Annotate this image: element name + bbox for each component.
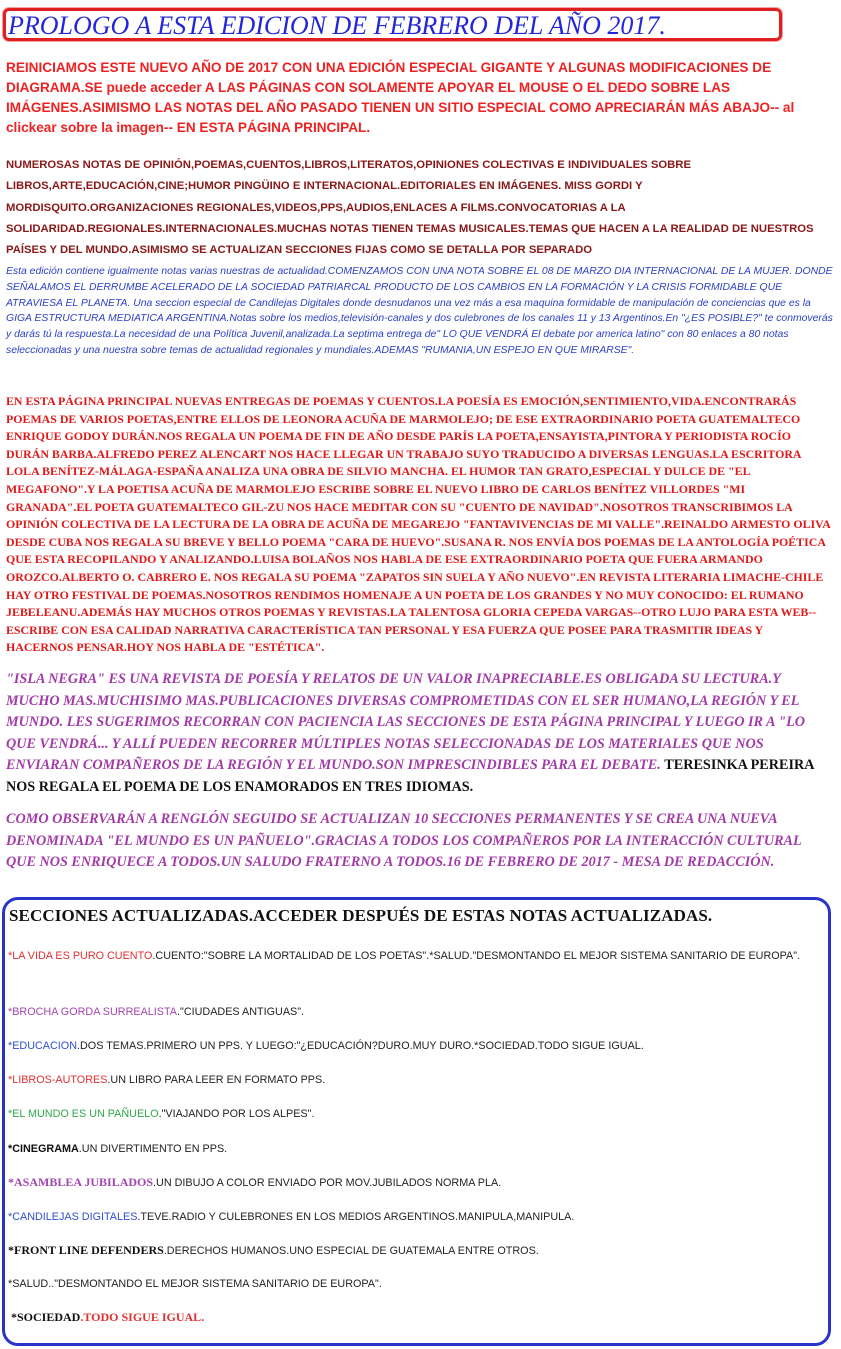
section-link-libros-autores[interactable]: *LIBROS-AUTORES — [8, 1074, 108, 1086]
section-item-asamblea-jubilados[interactable] — [8, 1172, 813, 1193]
section-link-brocha-gorda-surrealista[interactable]: *BROCHA GORDA SURREALISTA — [8, 1006, 177, 1018]
section-item-libros-autores[interactable] — [8, 1070, 813, 1090]
sections-heading: SECCIONES ACTUALIZADAS.ACCEDER DESPUÉS DE ESTAS NOTAS ACTUALIZADAS. — [9, 906, 713, 925]
section-desc: .TEVE.RADIO Y CULEBRONES EN LOS MEDIOS ARGENTINOS.MANIPULA,MANIPULA. — [137, 1211, 575, 1223]
section-link-educacion[interactable]: *EDUCACION — [8, 1040, 77, 1052]
section-link-sociedad[interactable]: *SOCIEDAD — [8, 1310, 81, 1324]
section-desc: *SALUD.."DESMONTANDO EL MEJOR SISTEMA SANITARIO DE EUROPA". — [8, 1278, 382, 1290]
intro-paragraph: REINICIAMOS ESTE NUEVO AÑO DE 2017 CON UNA EDICIÓN ESPECIAL GIGANTE Y ALGUNAS MODIFICACIONES DE DIAGRAMA.SE puede acceder A LAS PÁGINAS CON SOLAMENTE APOYAR EL MOUSE O EL DEDO SOBRE LAS IMÁGENES.ASIMISMO LAS NOTAS DEL AÑO PASADO TIENEN UN SITIO ESPECIAL COMO APRECIARÁN MÁS ABAJO-- al clickear sobre la imagen-- EN ESTA PÁGINA PRINCIPAL. — [6, 60, 795, 135]
section-desc: .CUENTO:"SOBRE LA MORTALIDAD DE LOS POETAS".*SALUD."DESMONTANDO EL MEJOR SISTEMA SANITARIO DE EUROPA". — [152, 950, 801, 962]
section-desc: .TODO SIGUE IGUAL. — [80, 1310, 205, 1324]
section-item-brocha-gorda-surrealista[interactable] — [8, 1002, 813, 1022]
section-item-candilejas-digitales[interactable] — [8, 1207, 813, 1227]
section-link-candilejas-digitales[interactable]: *CANDILEJAS DIGITALES — [8, 1211, 138, 1223]
section-item-educacion[interactable] — [8, 1036, 813, 1056]
section-link-la-vida-es-puro-cuento[interactable]: *LA VIDA ES PURO CUENTO — [8, 950, 153, 962]
poems-paragraph: EN ESTA PÁGINA PRINCIPAL NUEVAS ENTREGAS DE POEMAS Y CUENTOS.LA POESÍA ES EMOCIÓN,SENTIMIENTO,VIDA.ENCONTRARÁS POEMAS DE VARIOS POETAS,ENTRE ELLOS DE LEONORA ACUÑA DE MARMOLEJO; DE ESE EXTRAORDINARIO POETA GUATEMALTECO ENRIQUE GODOY DURÁN.NOS REGALA UN POEMA DE FIN DE AÑO DESDE PARÍS LA POETA,ENSAYISTA,PINTORA Y PERIODISTA ROCÍO DURÁN BARBA.ALFREDO PEREZ ALENCART NOS HACE LLEGAR UN TRABAJO SUYO TRADUCIDO A DIVERSAS LENGUAS.LA ESCRITORA LOLA BENÍTEZ-MÁLAGA-ESPAÑA ANALIZA UNA OBRA DE SILVIO MANCHA. EL HUMOR TAN GRATO,ESPECIAL Y DULCE DE "EL MEGAFONO".Y LA POETISA ACUÑA DE MARMOLEJO ESCRIBE SOBRE EL NUEVO LIBRO DE CARLOS BENÍTEZ VILLORDES "MI GRANADA".EL POETA GUATEMALTECO GIL-ZU NOS HACE MEDITAR CON SU "CUENTO DE NAVIDAD".NOSOTROS TRANSCRIBIMOS LA OPINIÓN COLECTIVA DE LA LECTURA DE LA OBRA DE ACUÑA DE MEGAREJO "FANTAVIVENCIAS DE MI VALLE".REINALDO ARMESTO OLIVA DESDE CUBA NOS REGALA SU BREVE Y BELLO POEMA "CARA DE HUEVO".SUSANA R. NOS ENVÍA DOS POEMAS DE LA ANTOLOGÍA POÉTICA QUE ESTA RECOPILANDO Y ANALIZANDO.LUISA BOLAÑOS NOS HABLA DE ESE EXTRAORDINARIO POETA QUE FUERA ARMANDO OROZCO.ALBERTO O. CABRERO E. NOS REGALA SU POEMA "ZAPATOS SIN SUELA Y AÑO NUEVO".EN REVISTA LITERARIA LIMACHE-CHILE HAY OTRO FESTIVAL DE POEMAS.NOSOTROS RENDIMOS HOMENAJE A UN POETA DE LOS GRANDES Y NO MUY CONOCIDO: EL RUMANO JEBELEANU.ADEMÁS HAY MUCHOS OTROS POEMAS Y REVISTAS.LA TALENTOSA GLORIA CEPEDA VARGAS--OTRO LUJO PARA ESTA WEB-- ESCRIBE CON ESA CALIDAD NARRATIVA CARACTERÍSTICA TAN PERSONAL Y ESA FUERZA QUE POSEE PARA TRASMITIR IDEAS Y HACERNOS PENSAR.HOY NOS HABLA DE "ESTÉTICA". — [6, 394, 831, 655]
section-desc: ."VIAJANDO POR LOS ALPES". — [158, 1108, 315, 1120]
isla-negra-paragraph — [6, 669, 833, 798]
contents-paragraph: NUMEROSAS NOTAS DE OPINIÓN,POEMAS,CUENTOS,LIBROS,LITERATOS,OPINIONES COLECTIVAS E INDIVIDUALES SOBRE LIBROS,ARTE,EDUCACIÓN,CINE;HUMOR PINGÜINO E INTERNACIONAL.EDITORIALES EN IMÁGENES. MISS GORDI Y MORDISQUITO.ORGANIZACIONES REGIONALES,VIDEOS,PPS,AUDIOS,ENLACES A FILMS.CONVOCATORIAS A LA SOLIDARIDAD.REGIONALES.INTERNACIONALES.MUCHAS NOTAS TIENEN TEMAS MUSICALES.TEMAS QUE HACEN A LA REALIDAD DE NUESTROS PAÍSES Y DEL MUNDO.ASIMISMO SE ACTUALIZAN SECCIONES FIJAS COMO SE DETALLA POR SEPARADO — [6, 159, 814, 257]
section-link-el-mundo-es-un-panuelo[interactable]: *EL MUNDO ES UN PAÑUELO — [8, 1108, 159, 1120]
section-item-cinegrama[interactable] — [8, 1139, 813, 1159]
section-link-cinegrama[interactable]: *CINEGRAMA — [8, 1143, 79, 1155]
closing-paragraph: COMO OBSERVARÁN A RENGLÓN SEGUIDO SE ACTUALIZAN 10 SECCIONES PERMANENTES Y SE CREA UNA NUEVA DENOMINADA "EL MUNDO ES UN PAÑUELO".GRACIAS A TODOS LOS COMPAÑEROS POR LA INTERACCIÓN CULTURAL QUE NOS ENRIQUECE A TODOS.UN SALUDO FRATERNO A TODOS.16 DE FEBRERO DE 2017 - MESA DE REDACCIÓN. — [6, 811, 802, 870]
section-item-la-vida-es-puro-cuento[interactable] — [8, 946, 813, 966]
section-desc: ."CIUDADES ANTIGUAS". — [177, 1006, 305, 1018]
section-item-front-line-defenders[interactable] — [8, 1240, 813, 1261]
isla-negra-text: "ISLA NEGRA" ES UNA REVISTA DE POESÍA Y RELATOS DE UN VALOR INAPRECIABLE.ES OBLIGADA SU LECTURA.Y MUCHO MAS.MUCHISIMO MAS.PUBLICACIONES DIVERSAS COMPROMETIDAS CON EL SER HUMANO,LA REGIÓN Y EL MUNDO. LES SUGERIMOS RECORRAN CON PACIENCIA LAS SECCIONES DE ESTA PÁGINA PRINCIPAL Y LUEGO IR A "LO QUE VENDRÁ... Y ALLÍ PUEDEN RECORRER MÚLTIPLES NOTAS SELECCIONADAS DE LOS MATERIALES QUE NOS ENVIARAN COMPAÑEROS DE LA REGIÓN Y EL MUNDO.SON IMPRESCINDIBLES PARA EL DEBATE. — [6, 671, 806, 773]
teresinka-text: TERESINKA PEREIRA NOS REGALA EL POEMA DE LOS ENAMORADOS EN TRES IDIOMAS. — [6, 757, 814, 795]
section-desc: .DOS TEMAS.PRIMERO UN PPS. Y LUEGO:"¿EDUCACIÓN?DURO.MUY DURO.*SOCIEDAD.TODO SIGUE IGUAL. — [77, 1040, 644, 1052]
section-link-asamblea-jubilados[interactable]: *ASAMBLEA JUBILADOS — [8, 1175, 154, 1189]
section-desc: .DERECHOS HUMANOS.UNO ESPECIAL DE GUATEMALA ENTRE OTROS. — [163, 1245, 539, 1257]
edition-note-paragraph: Esta edición contiene igualmente notas varias nuestras de actualidad.COMENZAMOS CON UNA NOTA SOBRE EL 08 DE MARZO DIA INTERNACIONAL DE LA MUJER. DONDE SEÑALAMOS EL DERRUMBE ACELERADO DE LA SOCIEDAD PATRIARCAL PRODUCTO DE LOS CAMBIOS EN LA FORMACIÓN Y LA CRISIS FORMIDABLE QUE ATRAVIESA EL PLANETA. Una seccion especial de Candilejas Digitales donde desnudanos una vez más a esa maquina formidable de manipulación de conciencias que es la GIGA ESTRUCTURA MEDIATICA ARGENTINA.Notas sobre los medios,televisión-canales y dos culebrones de los canales 11 y 13 Argentinos.En "¿ES POSIBLE?" te conmoverás y darás tú la respuesta.La necesidad de una Política Juvenil,analizada.La septima entrega de" LO QUE VENDRÁ El debate por america latino" con 80 enlaces a 80 notas seleccionadas y una nuestra sobre temas de actualidad regionales y mundiales.ADEMAS "RUMANIA,UN ESPEJO EN QUE MIRARSE". — [6, 266, 833, 356]
section-item-sociedad[interactable] — [8, 1307, 813, 1328]
section-item-salud[interactable] — [8, 1274, 813, 1294]
section-link-front-line-defenders[interactable]: *FRONT LINE DEFENDERS — [8, 1243, 164, 1257]
section-desc: .UN LIBRO PARA LEER EN FORMATO PPS. — [107, 1074, 326, 1086]
section-item-el-mundo-es-un-panuelo[interactable] — [8, 1104, 813, 1124]
section-desc: .UN DIBUJO A COLOR ENVIADO POR MOV.JUBILADOS NORMA PLA. — [153, 1177, 502, 1189]
section-desc: .UN DIVERTIMENTO EN PPS. — [78, 1143, 228, 1155]
page-title: PROLOGO A ESTA EDICION DE FEBRERO DEL AÑO 2017. — [8, 11, 666, 40]
